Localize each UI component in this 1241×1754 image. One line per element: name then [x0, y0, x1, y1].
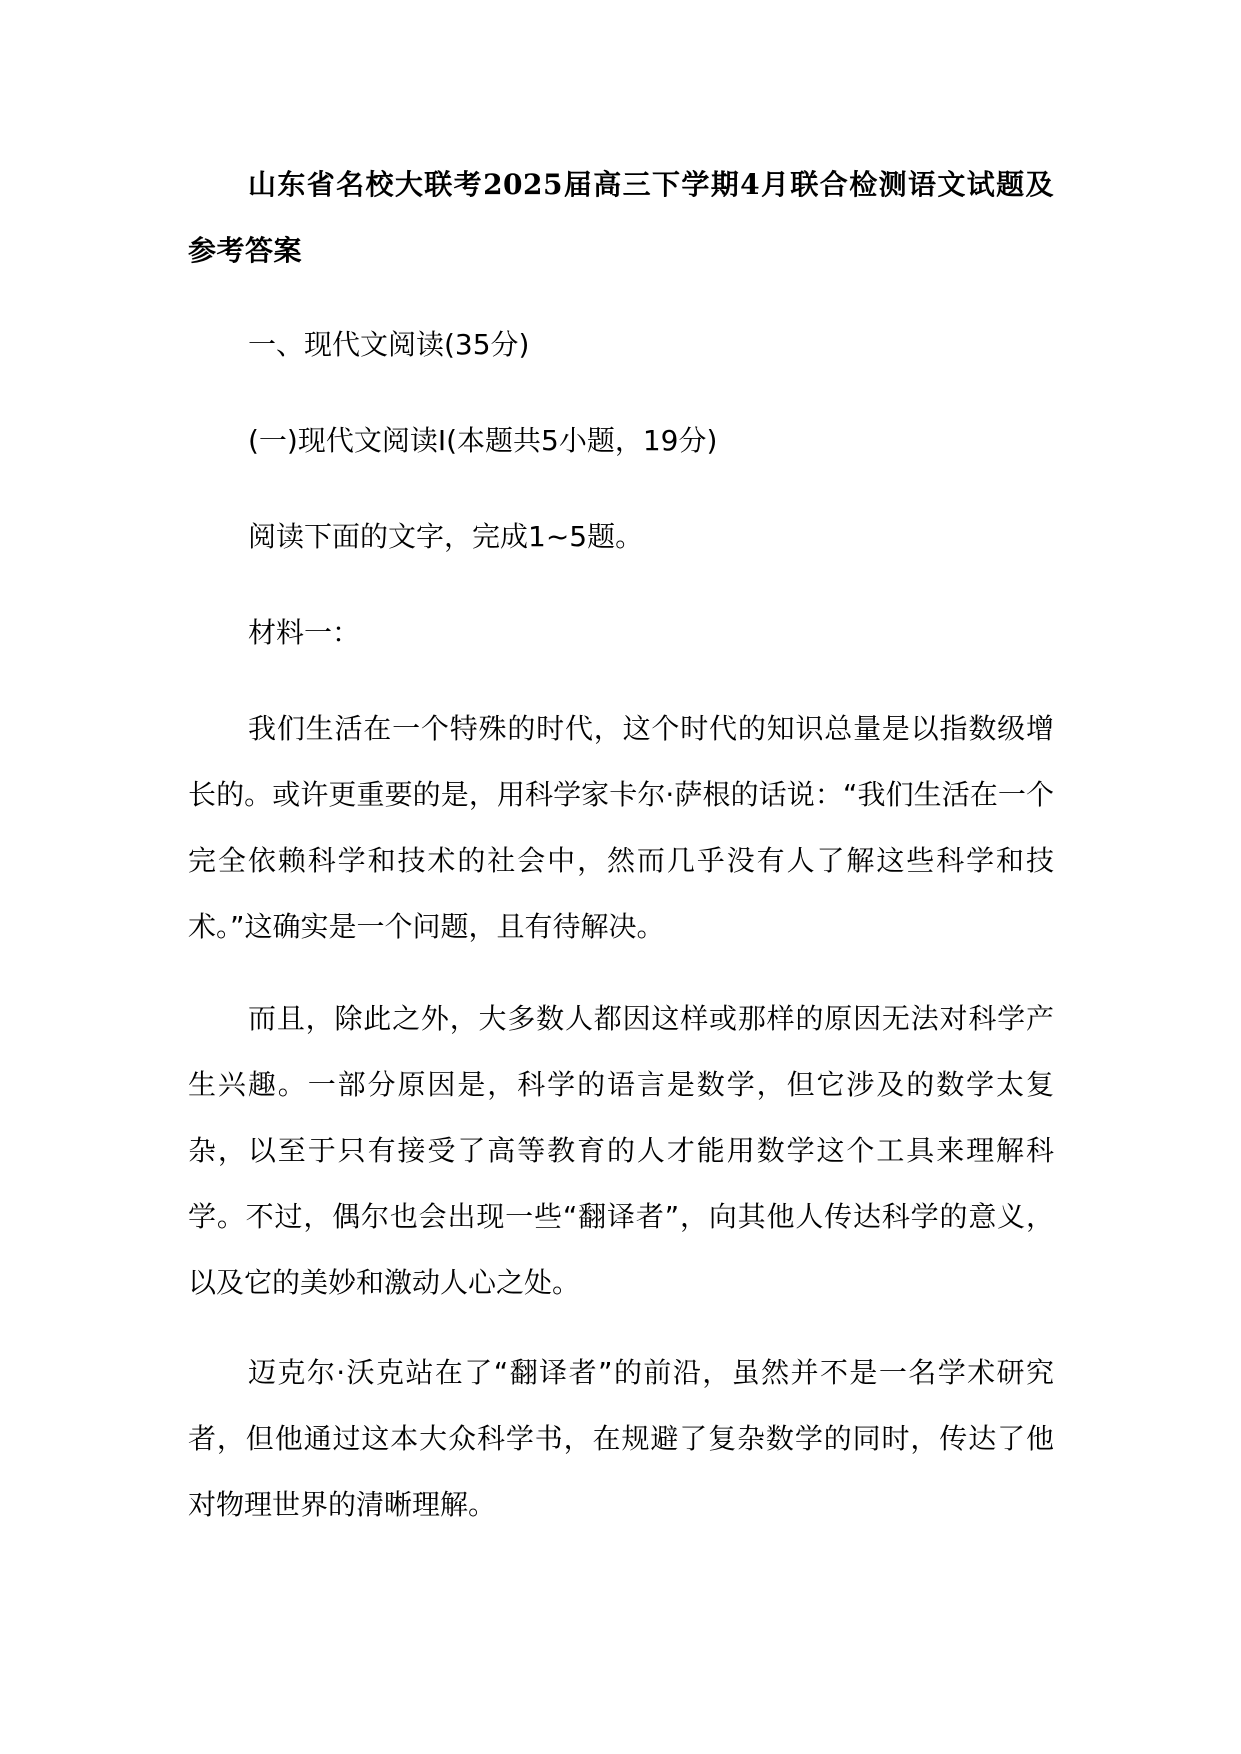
document-title: 山东省名校大联考2025届高三下学期4月联合检测语文试题及参考答案	[188, 168, 1054, 267]
reading-instruction: 阅读下面的文字，完成1~5题。	[248, 520, 644, 553]
material-label: 材料一：	[248, 616, 361, 649]
paragraph-2: 而且，除此之外，大多数人都因这样或那样的原因无法对科学产生兴趣。一部分原因是，科学的语言是数学，但它涉及的数学太复杂，以至于只有接受了高等教育的人才能用数学这个工具来理解科学。不过，偶尔也会出现一些“翻译者”，向其他人传达科学的意义，以及它的美妙和激动人心之处。	[188, 1002, 1054, 1299]
paragraph-3: 迈克尔·沃克站在了“翻译者”的前沿，虽然并不是一名学术研究者，但他通过这本大众科学书，在规避了复杂数学的同时，传达了他对物理世界的清晰理解。	[188, 1356, 1054, 1521]
subsection-heading: (一)现代文阅读Ⅰ(本题共5小题，19分)	[248, 424, 718, 457]
section-heading: 一、现代文阅读(35分)	[248, 328, 530, 361]
paragraph-1: 我们生活在一个特殊的时代，这个时代的知识总量是以指数级增长的。或许更重要的是，用科学家卡尔·萨根的话说：“我们生活在一个完全依赖科学和技术的社会中，然而几乎没有人了解这些科学和技术。”这确实是一个问题，且有待解决。	[188, 712, 1054, 943]
